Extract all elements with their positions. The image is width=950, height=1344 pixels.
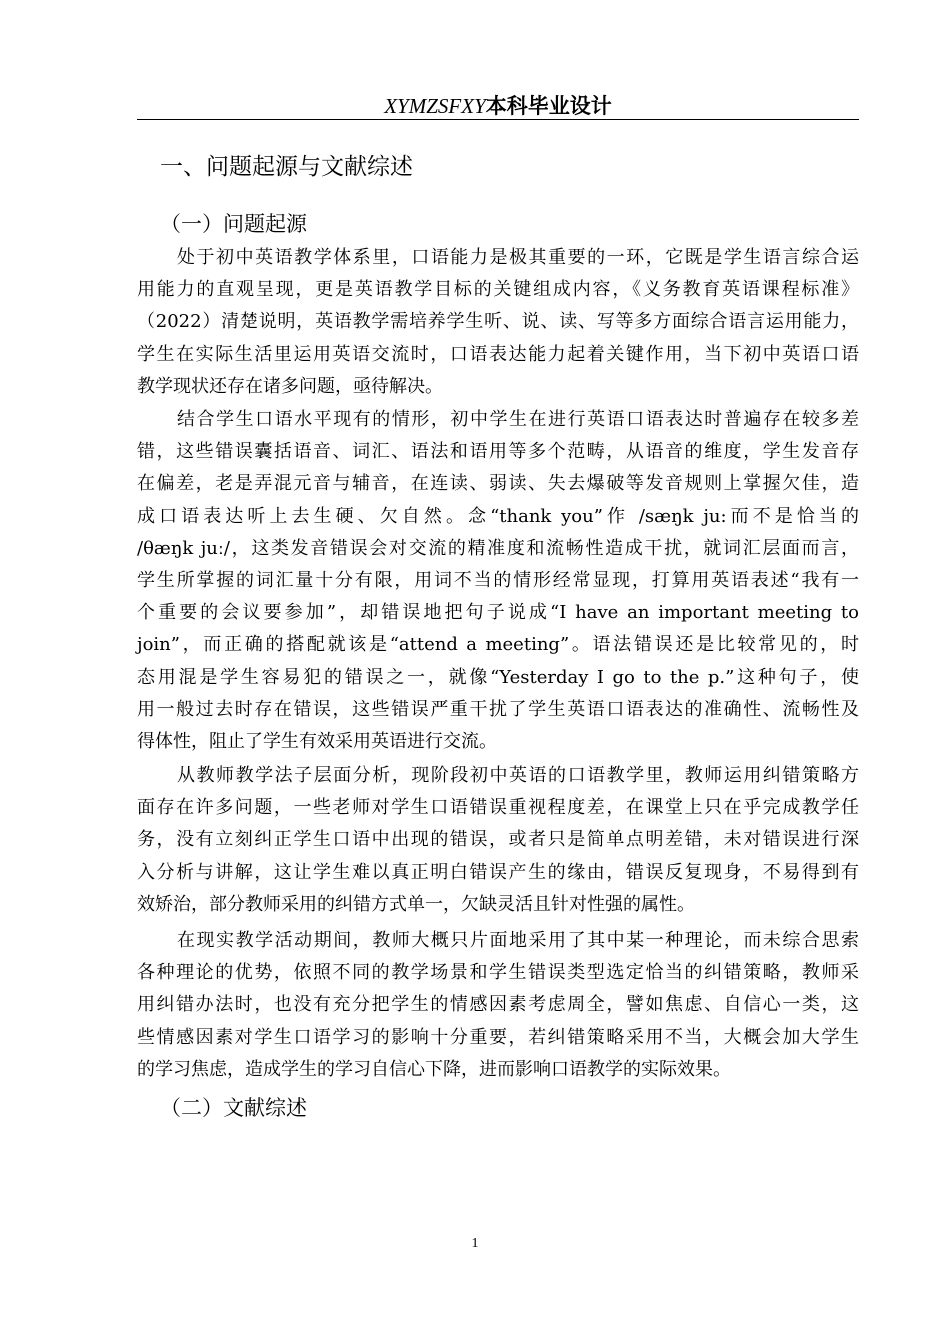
header-chinese: 本科毕业设计	[485, 94, 612, 118]
paragraph-3-line: 入分析与讲解，这让学生难以真正明白错误产生的缘由，错误反复现身，不易得到有	[137, 861, 859, 883]
subsection-heading-2: （二）文献综述	[160, 1096, 307, 1120]
page-number: 1	[471, 1236, 479, 1251]
paragraph-4-line: 些情感因素对学生口语学习的影响十分重要，若纠错策略采用不当，大概会加大学生	[137, 1026, 859, 1048]
paragraph-1-line: 用能力的直观呈现，更是英语教学目标的关键组成内容，《义务教育英语课程标准》	[137, 279, 859, 301]
page-header	[137, 90, 859, 120]
paragraph-2-line: 个重要的会议要参加”，却错误地把句子说成“I have an important meeting to	[137, 602, 859, 624]
paragraph-4-line: 的学习焦虑，造成学生的学习自信心下降，进而影响口语教学的实际效果。	[137, 1058, 731, 1080]
subsection-heading-1: （一）问题起源	[160, 212, 307, 236]
section-heading: 一、问题起源与文献综述	[160, 154, 413, 180]
paragraph-1-line: 教学现状还存在诸多问题，亟待解决。	[137, 375, 443, 397]
header-latin: XYMZSFXY	[384, 94, 486, 118]
paragraph-2-line: 成口语表达听上去生硬、欠自然。念“thank you”作 /sæŋk ju:而不是恰当的	[137, 505, 859, 527]
paragraph-2-line: join”，而正确的搭配就该是“attend a meeting”。语法错误还是比较常见的，时	[137, 634, 859, 656]
paragraph-4-line: 在现实教学活动期间，教师大概只片面地采用了其中某一种理论，而未综合思索	[177, 930, 859, 951]
paragraph-3-line: 务，没有立刻纠正学生口语中出现的错误，或者只是简单点明差错，未对错误进行深	[137, 829, 859, 851]
paragraph-2-line: /θæŋk juː/，这类发音错误会对交流的精准度和流畅性造成干扰，就词汇层面而言，	[137, 537, 859, 559]
paragraph-2-line: 用一般过去时存在错误，这些错误严重干扰了学生英语口语表达的准确性、流畅性及	[137, 698, 859, 720]
header-rule	[137, 119, 859, 120]
paragraph-1-line: （2022）清楚说明，英语教学需培养学生听、说、读、写等多方面综合语言运用能力，	[137, 311, 859, 333]
paragraph-2-line: 得体性，阻止了学生有效采用英语进行交流。	[137, 731, 497, 752]
paragraph-2-line: 结合学生口语水平现有的情形，初中学生在进行英语口语表达时普遍存在较多差	[177, 409, 859, 430]
paragraph-1-line: 学生在实际生活里运用英语交流时，口语表达能力起着关键作用，当下初中英语口语	[137, 343, 859, 365]
paragraph-4-line: 各种理论的优势，依照不同的教学场景和学生错误类型选定恰当的纠错策略，教师采	[137, 962, 859, 984]
paragraph-3-line: 从教师教学法子层面分析，现阶段初中英语的口语教学里，教师运用纠错策略方	[177, 765, 859, 786]
paragraph-1-line: 处于初中英语教学体系里，口语能力是极其重要的一环，它既是学生语言综合运	[177, 247, 859, 268]
paragraph-2-line: 在偏差，老是弄混元音与辅音，在连读、弱读、失去爆破等发音规则上掌握欠佳，造	[137, 473, 859, 495]
paragraph-3-line: 效矫治，部分教师采用的纠错方式单一，欠缺灵活且针对性强的属性。	[137, 893, 695, 915]
paragraph-3-line: 面存在许多问题，一些老师对学生口语错误重视程度差，在课堂上只在乎完成教学任	[137, 797, 859, 819]
paragraph-2-line: 错，这些错误囊括语音、词汇、语法和语用等多个范畴，从语音的维度，学生发音存	[137, 441, 859, 463]
paragraph-2-line: 学生所掌握的词汇量十分有限，用词不当的情形经常显现，打算用英语表述“我有一	[137, 570, 859, 591]
paragraph-2-line: 态用混是学生容易犯的错误之一，就像“Yesterday I go to the p.”这种句子，使	[137, 666, 859, 688]
paragraph-4-line: 用纠错办法时，也没有充分把学生的情感因素考虑周全，譬如焦虑、自信心一类，这	[137, 994, 859, 1016]
